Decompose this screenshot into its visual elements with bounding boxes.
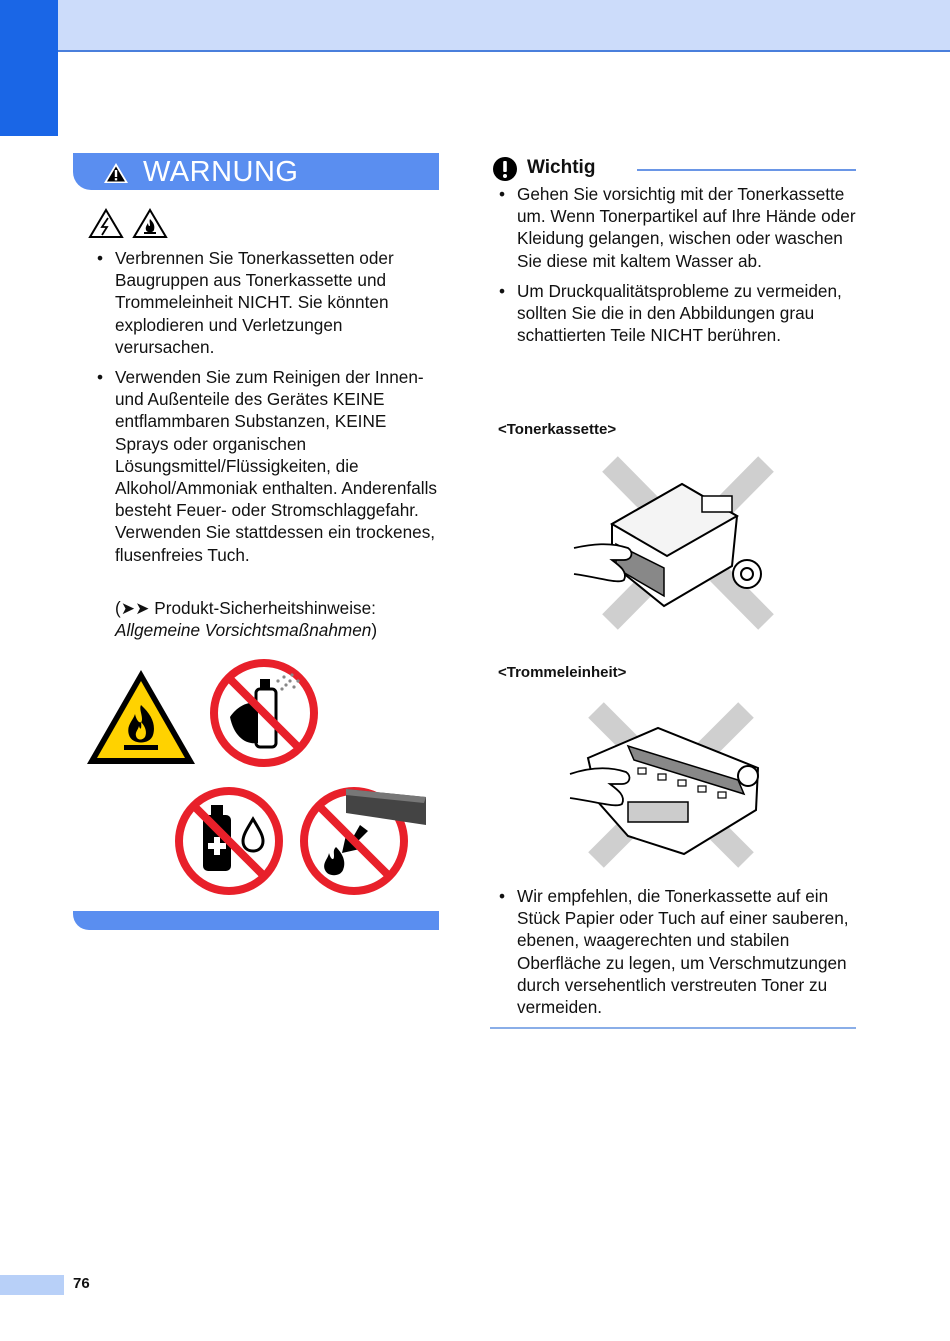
important-title: Wichtig [527,157,596,178]
list-item: • Verwenden Sie zum Reinigen der Innen- und Außenteile des Gerätes KEINE entflammbaren Substanzen, KEINE Sprays oder organischen Lösungsmittel/Flüssigkeiten, die Alkohol/Ammoniak enthalten. Anderenfalls besteht Feuer- oder Stromschlaggefahr. Verwenden Sie stattdessen ein trockenes, flusenfreies Tuch. [97,366,442,566]
page-tab [0,1275,64,1295]
toner-cartridge-illustration [572,456,777,631]
important-list [499,183,859,354]
drum-unit-illustration [568,698,778,870]
warning-triangle-icon [103,162,129,184]
reference-prefix: (➤➤ Produkt-Sicherheitshinweise: [115,598,376,618]
no-burning-icon [298,783,428,895]
no-chemicals-icon [173,785,285,897]
warning-title: WARNUNG [143,156,299,188]
list-item: • Gehen Sie vorsichtig mit der Tonerkassette um. Wenn Tonerpartikel auf Ihre Hände oder Kleidung gelangen, wischen oder waschen Sie diese mit kaltem Wasser ab. [499,183,859,272]
warning-footer-band [73,911,439,930]
header-band [58,0,950,52]
reference-suffix: ) [371,620,378,641]
important-list-continued [499,885,859,1026]
important-end-rule [490,1027,856,1029]
electric-shock-icon [88,208,124,239]
hazard-icons [88,208,172,244]
list-item: • Um Druckqualitätsprobleme zu vermeiden, sollten Sie die in den Abbildungen grau schattierten Teile NICHT berühren. [499,280,859,347]
reference-title: Allgemeine Vorsichtsmaßnahmen [115,620,372,641]
page-number: 76 [73,1275,90,1292]
figure-label-drum: <Trommeleinheit> [498,664,627,681]
no-spray-icon [208,657,320,769]
flammable-warning-icon [84,667,198,767]
list-item: • Verbrennen Sie Tonerkassetten oder Baugruppen aus Tonerkassette und Trommeleinheit NICHT. Sie könnten explodieren und Verletzungen verursachen. [97,247,442,358]
warning-header [73,153,439,190]
figure-label-toner: <Tonerkassette> [498,421,617,438]
list-item: • Wir empfehlen, die Tonerkassette auf ein Stück Papier oder Tuch auf einer sauberen, ebenen, waagerechten und stabilen Oberfläche zu legen, um Verschmutzungen durch versehentlich verstreuten Toner zu vermeiden. [499,885,859,1018]
important-icon [492,156,518,182]
important-rule [637,169,856,171]
chapter-tab [0,0,58,136]
fire-hazard-icon [132,208,168,239]
safety-reference [115,597,445,641]
warning-list [97,247,442,574]
